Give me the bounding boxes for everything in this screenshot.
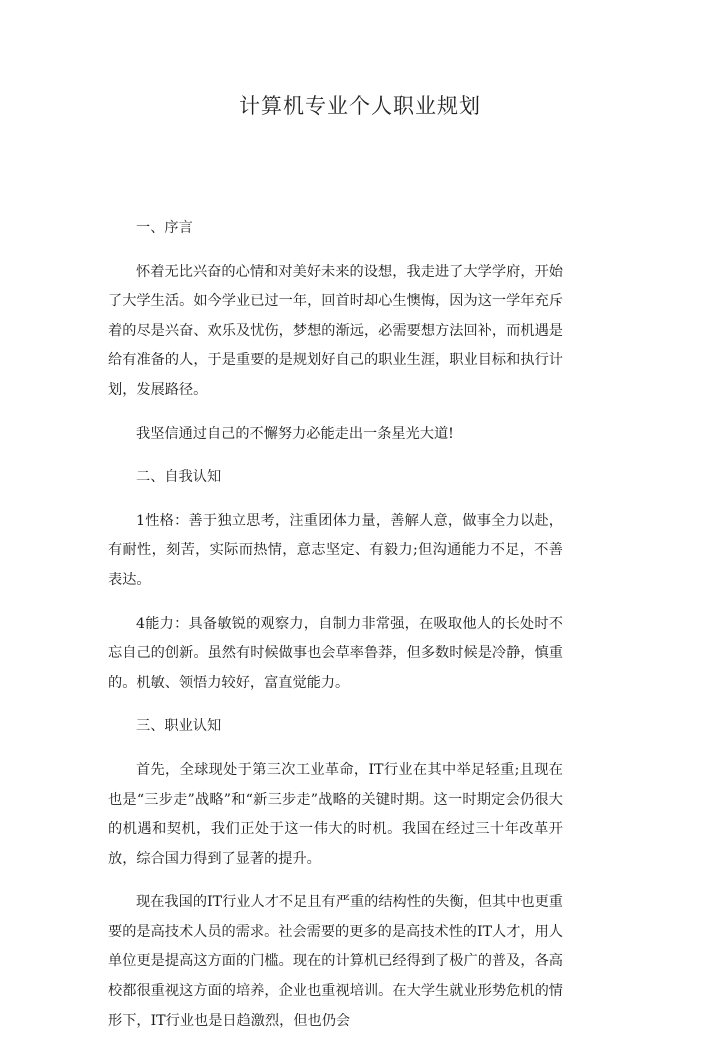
page-title: 计算机专业个人职业规划 — [239, 94, 481, 118]
section-heading-career-awareness: 三、职业认知 — [136, 718, 222, 735]
section-heading-preface: 一、序言 — [136, 220, 193, 236]
paragraph: 1性格：善于独立思考，注重团体力量，善解人意，做事全力以赴，有耐性，刻苦，实际而热情，意志坚定、有毅力;但沟通能力不足，不善表达。 — [108, 512, 563, 588]
paragraph: 我坚信通过自己的不懈努力必能走出一条星光大道! — [136, 425, 454, 442]
section-heading-self-awareness: 二、自我认知 — [136, 469, 222, 486]
paragraph: 4能力：具备敏锐的观察力，自制力非常强，在吸取他人的长处时不忘自己的创新。虽然有时候做事也会草率鲁莽，但多数时候是冷静，慎重的。机敏、领悟力较好，富直觉能力。 — [108, 615, 563, 691]
document-body — [108, 214, 563, 1050]
paragraph: 首先，全球现处于第三次工业革命，IT行业在其中举足轻重;且现在也是“三步走”战略”和“新三步走”战略的关键时期。这一时期定会仍很大的机遇和契机，我们正处于这一伟大的时机。我国在经过三十年改革开放，综合国力得到了显著的提升。 — [108, 761, 563, 867]
paragraph: 怀着无比兴奋的心情和对美好未来的设想，我走进了大学学府，开始了大学生活。如今学业已过一年，回首时却心生懊悔，因为这一学年充斥着的尽是兴奋、欢乐及忧伤，梦想的渐远，必需要想方法回补，而机遇是给有准备的人，于是重要的是规划好自己的职业生涯，职业目标和执行计划，发展路径。 — [108, 263, 563, 398]
paragraph: 现在我国的IT行业人才不足且有严重的结构性的失衡，但其中也更重要的是高技术人员的需求。社会需要的更多的是高技术性的IT人才，用人单位更是提高这方面的门槛。现在的计算机已经得到了极广的普及，各高校都很重视这方面的培养，企业也重视培训。在大学生就业形势危机的情形下，IT行业也是日趋激烈，但也仍会 — [108, 894, 563, 1029]
